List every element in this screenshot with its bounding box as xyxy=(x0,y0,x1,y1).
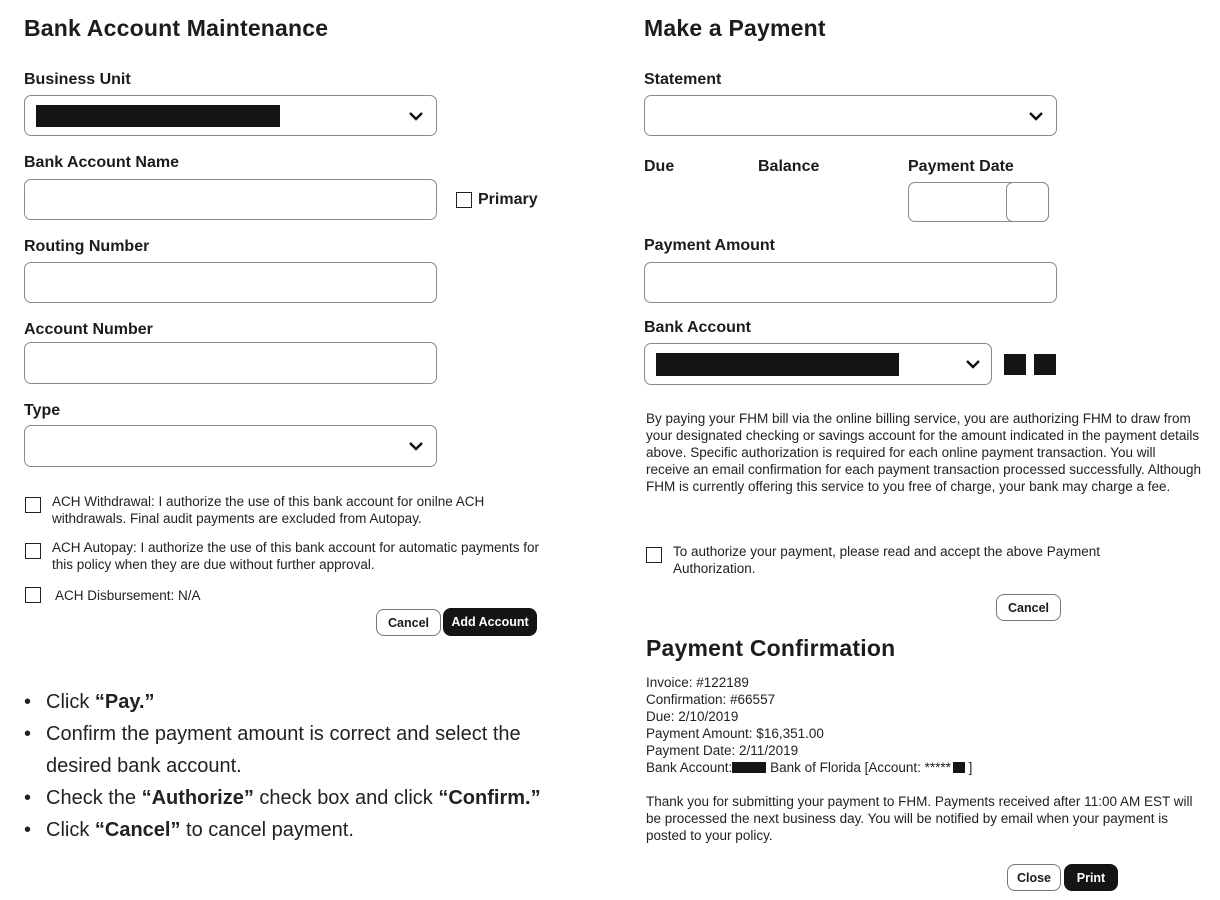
authorize-text: To authorize your payment, please read and accept the above Payment Authorization. xyxy=(673,544,1101,576)
chevron-down-icon xyxy=(408,440,424,452)
account-number-label: Account Number xyxy=(24,321,153,338)
calendar-button[interactable] xyxy=(1006,182,1049,222)
due-date: Due: 2/10/2019 xyxy=(646,709,739,724)
payment-date: Payment Date: 2/11/2019 xyxy=(646,743,799,758)
redacted-value xyxy=(953,762,965,773)
payment-cancel-button[interactable]: Cancel xyxy=(996,594,1061,621)
cancel-button[interactable]: Cancel xyxy=(376,609,441,636)
print-button[interactable]: Print xyxy=(1064,864,1118,891)
chevron-down-icon xyxy=(408,110,424,122)
statement-select[interactable] xyxy=(644,95,1057,136)
instruction-list xyxy=(24,686,544,846)
bank-account-line xyxy=(646,759,1206,776)
bank-account-select[interactable] xyxy=(644,343,992,385)
due-label: Due xyxy=(644,158,675,175)
account-number-input[interactable] xyxy=(24,342,437,384)
instruction-bold: “Pay.” xyxy=(94,691,155,713)
primary-checkbox[interactable] xyxy=(456,192,472,208)
bank-account-name-label: Bank Account Name xyxy=(24,154,179,171)
ach-autopay-text: ACH Autopay: I authorize the use of this bank account for automatic payments for this policy when they are due without further approval. xyxy=(52,540,540,572)
redacted-button[interactable] xyxy=(1004,354,1026,375)
type-select[interactable] xyxy=(24,425,437,467)
instruction-item xyxy=(24,782,544,814)
payment-date-label: Payment Date xyxy=(908,158,1014,175)
invoice-number: Invoice: #122189 xyxy=(646,675,749,690)
payment-authorization-disclaimer: By paying your FHM bill via the online billing service, you are authorizing FHM to draw from your designated checking or savings account for the amount indicated in the payment details above. Specific authorization is required for each online payment transaction. You will receive an email confirmation for each payment transaction processed successfully. Although FHM is currently offering this service to you free of charge, your bank may charge a fee. xyxy=(646,411,1202,494)
authorize-checkbox[interactable] xyxy=(646,547,662,563)
make-a-payment-title: Make a Payment xyxy=(644,15,826,41)
payment-amount-input[interactable] xyxy=(644,262,1057,303)
ach-disbursement-checkbox[interactable] xyxy=(25,587,41,603)
bank-account-prefix: Bank Account: xyxy=(646,760,733,775)
business-unit-label: Business Unit xyxy=(24,71,131,88)
payment-amount: Payment Amount: $16,351.00 xyxy=(646,726,824,741)
chevron-down-icon xyxy=(965,358,981,370)
redacted-button[interactable] xyxy=(1034,354,1056,375)
bank-account-suffix: ] xyxy=(964,760,973,775)
instruction-text: check box and click xyxy=(253,787,439,809)
bank-account-bank: Bank of Florida [Account: ***** xyxy=(766,760,951,775)
redacted-value xyxy=(732,762,766,773)
add-account-button[interactable]: Add Account xyxy=(443,608,537,636)
instruction-item xyxy=(24,814,544,846)
payment-date-input[interactable] xyxy=(908,182,1049,222)
instruction-bold: “Authorize” xyxy=(141,787,254,809)
redacted-value xyxy=(36,105,280,127)
confirmation-number: Confirmation: #66557 xyxy=(646,692,776,707)
confirmation-thanks: Thank you for submitting your payment to FHM. Payments received after 11:00 AM EST will be processed the next business day. You will be notified by email when your payment is posted to your policy. xyxy=(646,794,1193,843)
balance-label: Balance xyxy=(758,158,820,175)
instruction-text: Check the xyxy=(46,787,142,809)
business-unit-select[interactable] xyxy=(24,95,437,136)
bank-account-maintenance-title: Bank Account Maintenance xyxy=(24,15,329,41)
ach-withdrawal-checkbox[interactable] xyxy=(25,497,41,513)
bank-account-name-input[interactable] xyxy=(24,179,437,220)
type-label: Type xyxy=(24,402,61,419)
bank-account-label: Bank Account xyxy=(644,319,751,336)
statement-label: Statement xyxy=(644,71,722,88)
ach-disbursement-text: ACH Disbursement: N/A xyxy=(55,588,201,603)
instruction-text: Click xyxy=(46,819,95,841)
payment-confirmation-title: Payment Confirmation xyxy=(646,635,896,661)
instruction-item xyxy=(24,718,544,782)
instruction-text: Confirm the payment amount is correct and select the desired bank account. xyxy=(46,723,521,777)
confirmation-details xyxy=(646,674,1206,844)
instruction-item xyxy=(24,686,544,718)
primary-label: Primary xyxy=(478,191,538,208)
instruction-text: Click xyxy=(46,691,95,713)
instruction-bold: “Confirm.” xyxy=(438,787,541,809)
redacted-value xyxy=(656,353,899,376)
instruction-text: to cancel payment. xyxy=(180,819,354,841)
routing-number-label: Routing Number xyxy=(24,238,150,255)
routing-number-input[interactable] xyxy=(24,262,437,303)
chevron-down-icon xyxy=(1028,110,1044,122)
ach-withdrawal-text: ACH Withdrawal: I authorize the use of this bank account for onilne ACH withdrawals. Final audit payments are excluded from Autopay. xyxy=(52,494,485,526)
ach-autopay-checkbox[interactable] xyxy=(25,543,41,559)
close-button[interactable]: Close xyxy=(1007,864,1061,891)
instruction-bold: “Cancel” xyxy=(94,819,181,841)
payment-amount-label: Payment Amount xyxy=(644,237,775,254)
